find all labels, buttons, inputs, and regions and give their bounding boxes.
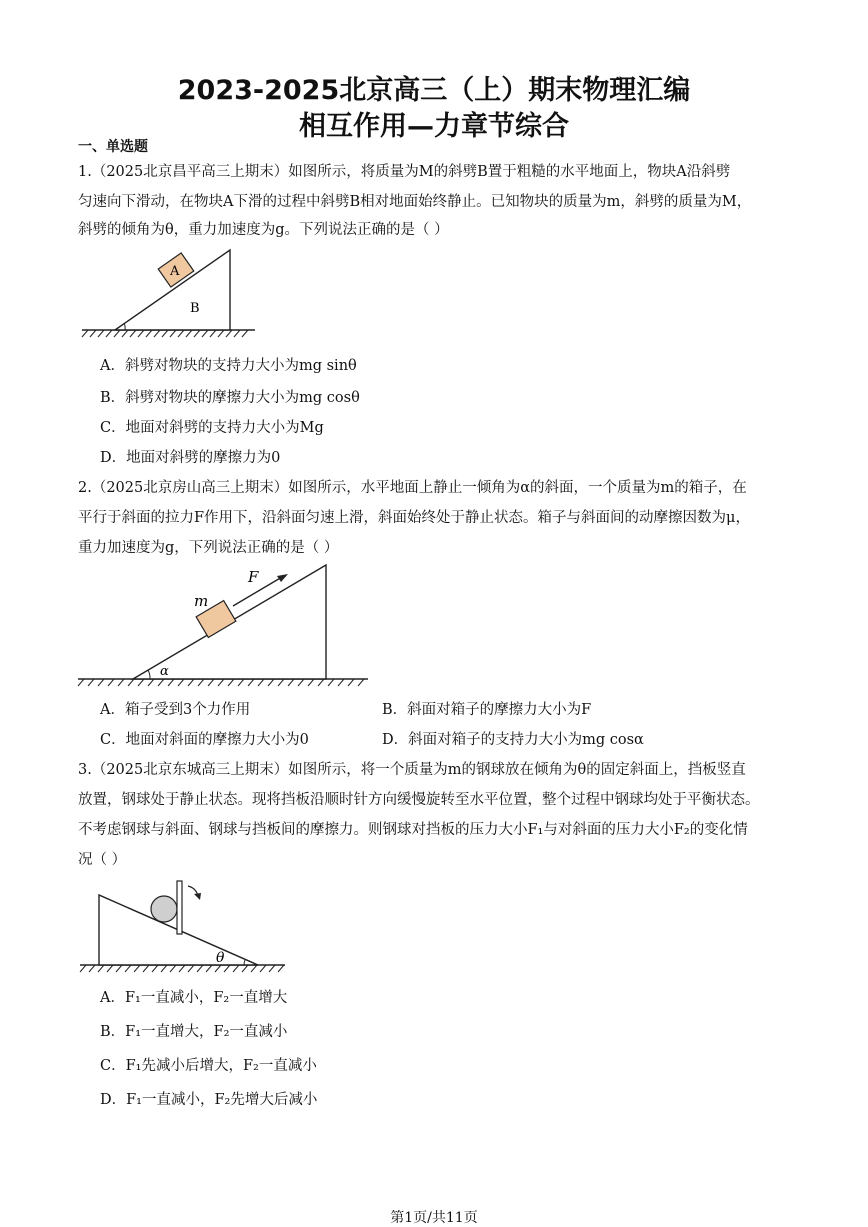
- fig-label-alpha: α: [160, 664, 169, 679]
- q2-figure: [78, 562, 378, 692]
- baffle: [177, 881, 182, 934]
- page-subtitle: 相互作用—力章节综合: [299, 111, 569, 142]
- q3-line3: 不考虑钢球与斜面、钢球与挡板间的摩擦力。则钢球对挡板的压力大小F₁与对斜面的压力大小F₂的变化情: [78, 822, 748, 838]
- q3-line4: 况（ ）: [78, 852, 127, 868]
- q3-option-d: D．F₁一直减小，F₂先增大后减小: [100, 1092, 318, 1108]
- fig-label-theta: θ: [216, 950, 225, 966]
- q1-line1: 1.（2025北京昌平高三上期末）如图所示，将质量为M的斜劈B置于粗糙的水平地面上，物块A沿斜劈: [78, 164, 731, 180]
- q3-line1: 3.（2025北京东城高三上期末）如图所示，将一个质量为m的钢球放在倾角为θ的固定斜面上，挡板竖直: [78, 762, 746, 778]
- fig-label-f: F: [248, 568, 259, 586]
- q3-option-c: C．F₁先减小后增大，F₂一直减小: [100, 1058, 317, 1074]
- q3-figure: [80, 876, 290, 976]
- page-footer: 第1页/共11页: [390, 1210, 478, 1226]
- section-label: 一、单选题: [78, 139, 148, 155]
- q3-line2: 放置，钢球处于静止状态。现将挡板沿顺时针方向缓慢旋转至水平位置，整个过程中钢球均处于平衡状态。: [78, 792, 760, 808]
- q1-line3: 斜劈的倾角为θ，重力加速度为g。下列说法正确的是（ ）: [78, 222, 449, 238]
- q1-option-d: D．地面对斜劈的摩擦力为0: [100, 450, 281, 466]
- q2-line2: 平行于斜面的拉力F作用下，沿斜面匀速上滑，斜面始终处于静止状态。箱子与斜面间的动摩擦因数为μ，: [78, 510, 750, 526]
- q1-figure: [80, 245, 260, 345]
- q3-option-a: A．F₁一直减小，F₂一直增大: [100, 990, 288, 1006]
- fig-label-b: B: [190, 301, 200, 316]
- q1-option-c: C．地面对斜劈的支持力大小为Mg: [100, 420, 324, 436]
- q1-option-a: A．斜劈对物块的支持力大小为mg sinθ: [100, 358, 357, 374]
- fig-label-a: A: [170, 264, 180, 279]
- q2-option-b: B．斜面对箱子的摩擦力大小为F: [382, 702, 592, 718]
- q2-option-a: A．箱子受到3个力作用: [100, 702, 251, 718]
- steel-ball: [151, 896, 177, 922]
- page-title: 2023-2025北京高三（上）期末物理汇编: [177, 75, 691, 106]
- q3-option-b: B．F₁一直增大，F₂一直减小: [100, 1024, 288, 1040]
- q2-option-c: C．地面对斜面的摩擦力大小为0: [100, 732, 309, 748]
- q1-line2: 匀速向下滑动，在物块A下滑的过程中斜劈B相对地面始终静止。已知物块的质量为m，斜劈的质量为M，: [78, 194, 752, 210]
- q2-option-d: D．斜面对箱子的支持力大小为mg cosα: [382, 732, 644, 748]
- q2-line1: 2.（2025北京房山高三上期末）如图所示，水平地面上静止一倾角为α的斜面，一个质量为m的箱子，在: [78, 480, 747, 496]
- fig-label-m: m: [194, 592, 209, 610]
- q1-option-b: B．斜劈对物块的摩擦力大小为mg cosθ: [100, 390, 360, 406]
- q2-line3: 重力加速度为g，下列说法正确的是（ ）: [78, 540, 339, 556]
